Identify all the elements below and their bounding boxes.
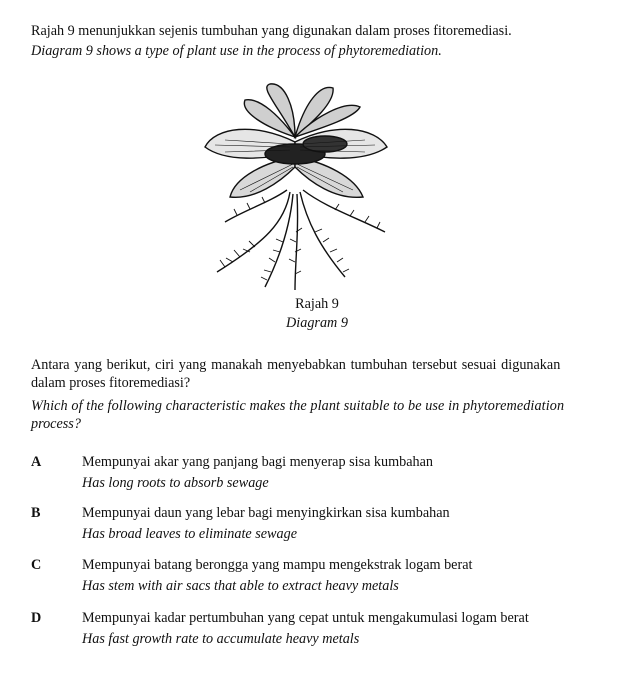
- question-malay-line1: Antara yang berikut, ciri yang manakah menyebabkan tumbuhan tersebut sesuai digunakan: [31, 357, 561, 373]
- option-d-malay: Mempunyai kadar pertumbuhan yang cepat untuk mengakumulasi logam berat: [82, 610, 529, 626]
- figure-caption-english: Diagram 9: [286, 315, 348, 331]
- option-c-malay: Mempunyai batang berongga yang mampu mengekstrak logam berat: [82, 557, 473, 573]
- figure-caption-malay: Rajah 9: [295, 296, 339, 312]
- option-d-english: Has fast growth rate to accumulate heavy metals: [82, 631, 360, 647]
- question-malay-line2: dalam proses fitoremediasi?: [31, 375, 191, 391]
- option-b-english: Has broad leaves to eliminate sewage: [82, 526, 298, 542]
- intro-english: Diagram 9 shows a type of plant use in the process of phytoremediation.: [31, 43, 442, 59]
- option-a-malay: Mempunyai akar yang panjang bagi menyerap sisa kumbahan: [82, 454, 434, 470]
- question-english-line2: process?: [31, 416, 81, 432]
- root-1: [217, 192, 290, 272]
- option-b-malay: Mempunyai daun yang lebar bagi menyingkirkan sisa kumbahan: [82, 505, 450, 521]
- option-c-letter: C: [31, 557, 42, 573]
- option-c-english: Has stem with air sacs that able to extract heavy metals: [82, 578, 399, 594]
- option-b-letter: B: [31, 505, 41, 521]
- water-hyacinth-illustration: [195, 82, 395, 292]
- intro-malay: Rajah 9 menunjukkan sejenis tumbuhan yang digunakan dalam proses fitoremediasi.: [31, 23, 512, 39]
- swollen-petiole-2: [303, 136, 347, 152]
- option-a-letter: A: [31, 454, 42, 470]
- option-d-letter: D: [31, 610, 42, 626]
- option-a-english: Has long roots to absorb sewage: [82, 475, 269, 491]
- question-english-line1: Which of the following characteristic makes the plant suitable to be use in phytoremediation: [31, 398, 565, 414]
